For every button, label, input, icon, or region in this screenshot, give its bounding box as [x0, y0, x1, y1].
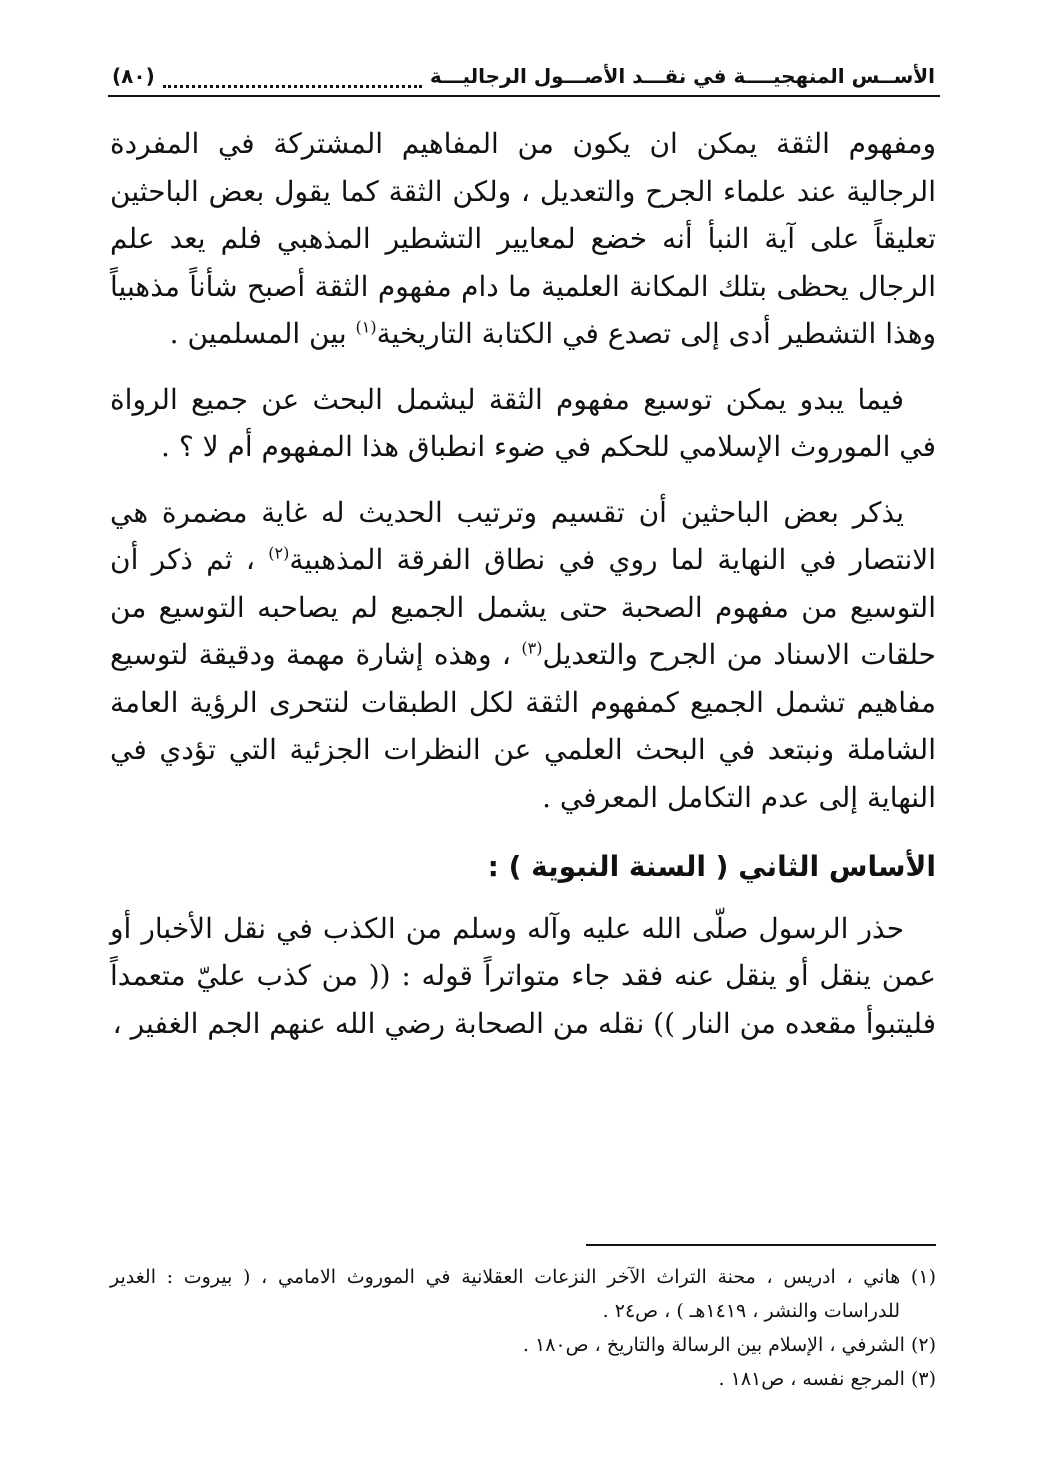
running-header-title: الأســس المنهجيــــة في نقـــد الأصـــول الرجاليـــة [429, 64, 935, 88]
footnote-ref-2: (٢) [268, 543, 290, 563]
footnote-2: (٢) الشرفي ، الإسلام بين الرسالة والتاريخ ، ص١٨٠ . [522, 1334, 936, 1356]
section-paragraph [110, 905, 936, 1048]
paragraph-2-text: فيما يبدو يمكن توسيع مفهوم الثقة ليشمل البحث عن جميع الرواة في الموروث الإسلامي للحكم في ضوء انطباق هذا المفهوم أم لا ؟ . [110, 382, 936, 463]
main-text [110, 120, 936, 1065]
footnote-1: (١) هاني ، ادريس ، محنة التراث الآخر النزعات العقلانية في الموروث الامامي ، ( بيروت : الغدير للدراسات والنشر ، ١٤١٩هـ ) ، ص٢٤ . [110, 1266, 936, 1322]
header-rule [108, 95, 940, 97]
footnote-rule [586, 1244, 936, 1246]
paragraph-1-text-a: ومفهوم الثقة يمكن ان يكون من المفاهيم المشتركة في المفردة الرجالية عند علماء الجرح والتعديل ، ولكن الثقة كما يقول بعض الباحثين تعليقاً على آية النبأ أنه خضع لمعايير التشطير المذهبي فلم يعد علم الرجال يحظى بتلك المكانة العلمية ما دام مفهوم الثقة أصبح شأناً مذهبياً وهذا التشطير أدى إلى تصدع في الكتابة التاريخية [110, 127, 936, 350]
paragraph-3-text-b: ، ثم ذكر أن التوسيع من مفهوم الصحبة حتى يشمل الجميع لم يصاحبه التوسيع من حلقات الاسناد من الجرح والتعديل [110, 543, 936, 671]
footnote-ref-3: (٣) [521, 638, 543, 658]
running-header [112, 52, 935, 88]
paragraph-1-text-b: بين المسلمين . [169, 317, 356, 350]
footnote-ref-1: (١) [355, 317, 377, 337]
paragraph-3-text-a: يذكر بعض الباحثين أن تقسيم وترتيب الحديث له غاية مضمرة هي الانتصار في النهاية لما روي في نطاق الفرقة المذهبية [110, 495, 936, 576]
section-paragraph-text: حذر الرسول صلّى الله عليه وآله وسلم من الكذب في نقل الأخبار أو عمن ينقل أو ينقل عنه فقد جاء متواتراً قوله : (( من كذب عليّ متعمداً فليتبوأ مقعده من النار )) نقله من الصحابة رضي الله عنهم الجم الغفير ، [110, 911, 936, 1040]
section-heading: الأساس الثاني ( السنة النبوية ) : [487, 850, 936, 883]
footnotes [110, 1260, 936, 1396]
page-number: (٨٠) [112, 64, 155, 88]
paragraph-3 [110, 489, 936, 822]
paragraph-3-text-c: ، وهذه إشارة مهمة ودقيقة لتوسيع مفاهيم تشمل الجميع كمفهوم الثقة لكل الطبقات لنتحرى الرؤية العامة الشاملة ونبتعد في البحث العلمي عن النظرات الجزئية التي تؤدي في النهاية إلى عدم التكامل المعرفي . [110, 638, 936, 814]
paragraph-2 [110, 376, 936, 471]
paragraph-1 [110, 120, 936, 358]
footnote-3: (٣) المرجع نفسه ، ص١٨١ . [718, 1368, 936, 1390]
leader-dots [163, 67, 422, 88]
